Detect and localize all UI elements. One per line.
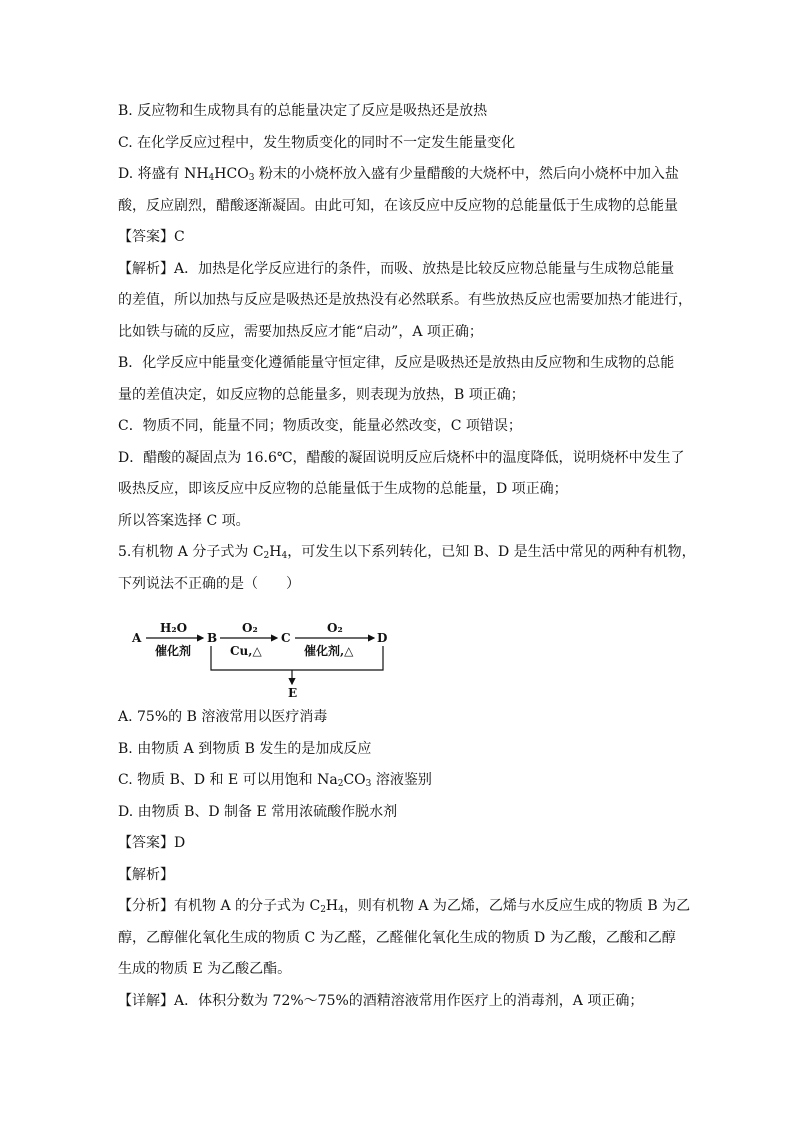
text: ，则有机物 A 为乙烯，乙烯与水反应生成的物质 B 为乙 — [343, 898, 691, 914]
option-d-line-2 — [118, 191, 678, 223]
analysis-heading — [118, 860, 678, 892]
text: 酸，反应剧烈，醋酸逐渐凝固。由此可知，在该反应中反应物的总能量低于生成物的总能量 — [118, 197, 678, 214]
option-c-line — [118, 128, 678, 160]
node-e: E — [288, 686, 298, 700]
arrow-label-h2o: H₂O — [160, 621, 188, 635]
text: D. 由物质 B、D 制备 E 常用浓硫酸作脱水剂 — [118, 803, 398, 820]
answer-line — [118, 222, 678, 254]
analysis-line — [118, 285, 692, 317]
subscript: 4 — [281, 551, 288, 561]
subscript: 2 — [337, 779, 344, 789]
arrow-label-o2: O₂ — [242, 621, 258, 635]
text: H — [325, 898, 339, 914]
text: 【解析】 — [118, 866, 174, 883]
subscript: 2 — [320, 905, 326, 915]
text: 【答案】C — [118, 229, 185, 245]
text: 粉末的小烧杯放入盛有少量醋酸的大烧杯中，然后向小烧杯中加入盐 — [254, 166, 679, 182]
arrow-label-catalyst-heat: 催化剂,△ — [304, 644, 354, 658]
text: B．化学反应中能量变化遵循能量守恒定律，反应是吸热还是放热由反应物和生成物的总能 — [118, 355, 675, 371]
text: CO — [343, 772, 366, 788]
text: 醇，乙醇催化氧化生成的物质 C 为乙醛，乙醛催化氧化生成的物质 D 为乙酸，乙酸和乙醇 — [118, 929, 676, 946]
text: C. 在化学反应过程中，发生物质变化的同时不一定发生能量变化 — [118, 134, 516, 151]
analysis-line — [118, 348, 678, 380]
answer-line — [118, 828, 678, 860]
text: 5.有机物 A 分子式为 C — [118, 544, 264, 560]
subscript: 3 — [365, 779, 372, 789]
text: D. 将盛有 NH — [118, 166, 209, 182]
text: 【分析】有机物 A 的分子式为 C — [118, 898, 321, 914]
option-d-line — [118, 797, 678, 829]
option-a-line — [118, 702, 678, 734]
text: 【详解】A．体积分数为 72%～75%的酒精溶液常用作医疗上的消毒剂，A 项正确； — [118, 992, 644, 1009]
arrow-label-cu: Cu,△ — [230, 644, 262, 658]
text: B. 反应物和生成物具有的总能量决定了反应是吸热还是放热 — [118, 103, 488, 119]
analysis-line — [118, 923, 678, 955]
text: 生成的物质 E 为乙酸乙酯。 — [118, 961, 292, 977]
analysis-line — [118, 443, 685, 475]
text: B. 由物质 A 到物质 B 发生的是加成反应 — [118, 740, 372, 757]
node-a: A — [132, 631, 142, 645]
arrow-label-o2-2: O₂ — [327, 621, 343, 635]
text: 【答案】D — [118, 835, 186, 851]
text: A. 75%的 B 溶液常用以医疗消毒 — [118, 709, 328, 725]
subscript: 3 — [248, 173, 255, 183]
text: 吸热反应，即该反应中反应物的总能量低于生成物的总能量，D 项正确； — [118, 481, 568, 497]
node-b: B — [207, 631, 218, 645]
option-b-line — [118, 734, 678, 766]
option-b-line — [118, 96, 678, 128]
subscript: 4 — [208, 173, 215, 183]
text: D．醋酸的凝固点为 16.6℃，醋酸的凝固说明反应后烧杯中的温度降低，说明烧杯中发生了 — [118, 449, 685, 466]
text: 量的差值决定，如反应物的总能量多，则表现为放热，B 项正确； — [118, 386, 525, 403]
conclusion-line — [118, 506, 678, 538]
reaction-diagram-svg — [118, 604, 408, 700]
question-5-line-2 — [118, 569, 678, 601]
analysis-line — [118, 317, 678, 349]
option-d-line — [118, 159, 678, 191]
node-d: D — [377, 631, 388, 645]
text: 比如铁与硫的反应，需要加热反应才能“启动”，A 项正确； — [118, 323, 483, 340]
text: 【解析】A．加热是化学反应进行的条件，而吸、放热是比较反应物总能量与生成物总能量 — [118, 260, 675, 277]
subscript: 2 — [263, 551, 270, 561]
text: H — [269, 544, 282, 560]
text: 下列说法不正确的是（ ） — [118, 575, 300, 592]
text: 所以答案选择 C 项。 — [118, 512, 250, 529]
document-page — [118, 96, 696, 1017]
text: C．物质不同，能量不同；物质改变，能量必然改变，C 项错误； — [118, 418, 522, 434]
text: HCO — [214, 166, 249, 182]
analysis-line — [118, 411, 678, 443]
analysis-line — [118, 254, 678, 286]
text: ，可发生以下系列转化，已知 B、D 是生活中常见的两种有机物， — [287, 544, 696, 560]
subscript: 4 — [338, 905, 344, 915]
analysis-line — [118, 380, 678, 412]
question-5-line — [118, 537, 696, 569]
analysis-line — [118, 954, 678, 986]
detail-line — [118, 986, 678, 1018]
text: 溶液鉴别 — [371, 772, 432, 788]
text: C. 物质 B、D 和 E 可以用饱和 Na — [118, 772, 338, 788]
node-c: C — [281, 631, 291, 645]
analysis-line — [118, 891, 691, 923]
analysis-line — [118, 474, 678, 506]
arrow-label-catalyst: 催化剂 — [155, 644, 192, 658]
text: 的差值，所以加热与反应是吸热还是放热没有必然联系。有些放热反应也需要加热才能进行， — [118, 292, 692, 308]
reaction-diagram — [118, 604, 678, 700]
option-c-line — [118, 765, 678, 797]
